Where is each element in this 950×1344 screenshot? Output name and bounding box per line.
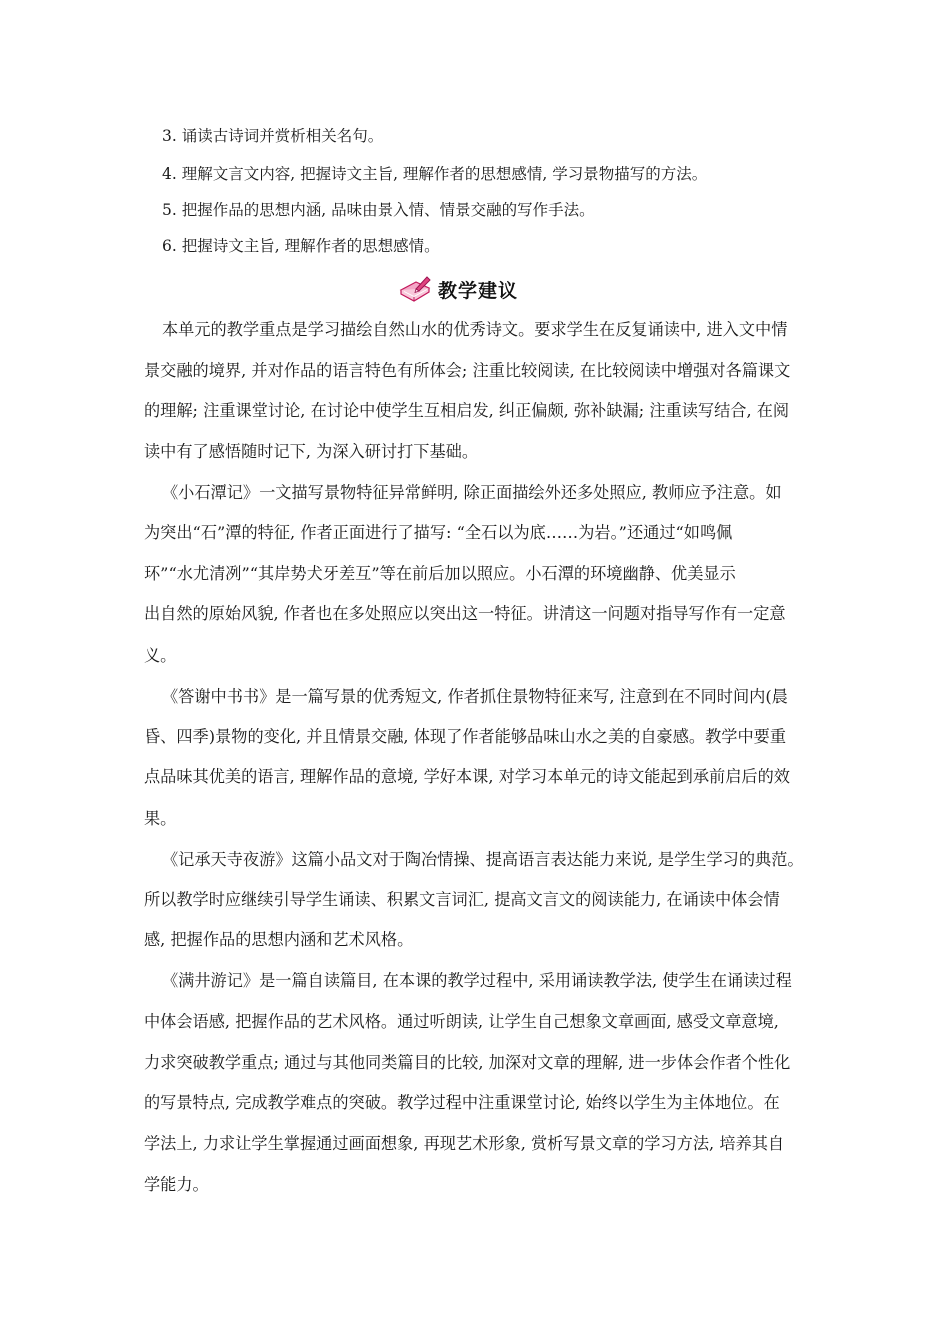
paragraph-1-line-3: 的理解; 注重课堂讨论, 在讨论中使学生互相启发, 纠正偏颇, 弥补缺漏; 注重读写结合, 在阅 [144, 401, 790, 420]
paragraph-2-line-4: 出自然的原始风貌, 作者也在多处照应以突出这一特征。讲清这一问题对指导写作有一定意 [144, 604, 786, 623]
book-pen-icon [398, 274, 432, 304]
objective-4: 4. 理解文言文内容, 把握诗文主旨, 理解作者的思想感情, 学习景物描写的方法。 [162, 165, 708, 183]
paragraph-4-line-2: 所以教学时应继续引导学生诵读、积累文言词汇, 提高文言文的阅读能力, 在诵读中体会情 [144, 890, 780, 909]
paragraph-1-line-4: 读中有了感悟随时记下, 为深入研讨打下基础。 [144, 442, 479, 461]
objective-6: 6. 把握诗文主旨, 理解作者的思想感情。 [162, 237, 440, 255]
paragraph-3-line-3: 点品味其优美的语言, 理解作品的意境, 学好本课, 对学习本单元的诗文能起到承前启后的效 [144, 767, 790, 786]
paragraph-1-line-1: 本单元的教学重点是学习描绘自然山水的优秀诗文。要求学生在反复诵读中, 进入文中情 [162, 320, 788, 339]
paragraph-5-line-2: 中体会语感, 把握作品的艺术风格。通过听朗读, 让学生自己想象文章画面, 感受文章意境, [144, 1012, 779, 1031]
paragraph-3-line-1: 《答谢中书书》是一篇写景的优秀短文, 作者抓住景物特征来写, 注意到在不同时间内(晨 [162, 687, 788, 706]
paragraph-3-line-2: 昏、四季)景物的变化, 并且情景交融, 体现了作者能够品味山水之美的自豪感。教学中要重 [144, 727, 787, 746]
paragraph-5-line-5: 学法上, 力求让学生掌握通过画面想象, 再现艺术形象, 赏析写景文章的学习方法, 培养其自 [144, 1134, 785, 1153]
paragraph-3-line-4: 果。 [144, 809, 177, 828]
paragraph-5-line-6: 学能力。 [144, 1175, 209, 1194]
paragraph-5-line-1: 《满井游记》是一篇自读篇目, 在本课的教学过程中, 采用诵读教学法, 使学生在诵读过程 [162, 971, 792, 990]
objective-3: 3. 诵读古诗词并赏析相关名句。 [162, 127, 384, 145]
paragraph-5-line-3: 力求突破教学重点; 通过与其他同类篇目的比较, 加深对文章的理解, 进一步体会作者个性化 [144, 1053, 791, 1072]
paragraph-4-line-3: 感, 把握作品的思想内涵和艺术风格。 [144, 930, 414, 949]
paragraph-2-line-2: 为突出“石”潭的特征, 作者正面进行了描写: “全石以为底……为岩。”还通过“如鸣佩 [144, 523, 733, 542]
objective-5: 5. 把握作品的思想内涵, 品味由景入情、情景交融的写作手法。 [162, 201, 595, 219]
paragraph-5-line-4: 的写景特点, 完成教学难点的突破。教学过程中注重课堂讨论, 始终以学生为主体地位。在 [144, 1093, 780, 1112]
section-heading [398, 272, 518, 306]
paragraph-2-line-5: 义。 [144, 646, 177, 665]
paragraph-2-line-3: 环”“水尤清冽”“其岸势犬牙差互”等在前后加以照应。小石潭的环境幽静、优美显示 [144, 564, 736, 583]
paragraph-2-line-1: 《小石潭记》一文描写景物特征异常鲜明, 除正面描绘外还多处照应, 教师应予注意。如 [162, 483, 782, 502]
section-title: 教学建议 [438, 279, 519, 302]
paragraph-4-line-1: 《记承天寺夜游》这篇小品文对于陶冶情操、提高语言表达能力来说, 是学生学习的典范。 [162, 850, 804, 869]
paragraph-1-line-2: 景交融的境界, 并对作品的语言特色有所体会; 注重比较阅读, 在比较阅读中增强对各篇课文 [144, 361, 791, 380]
